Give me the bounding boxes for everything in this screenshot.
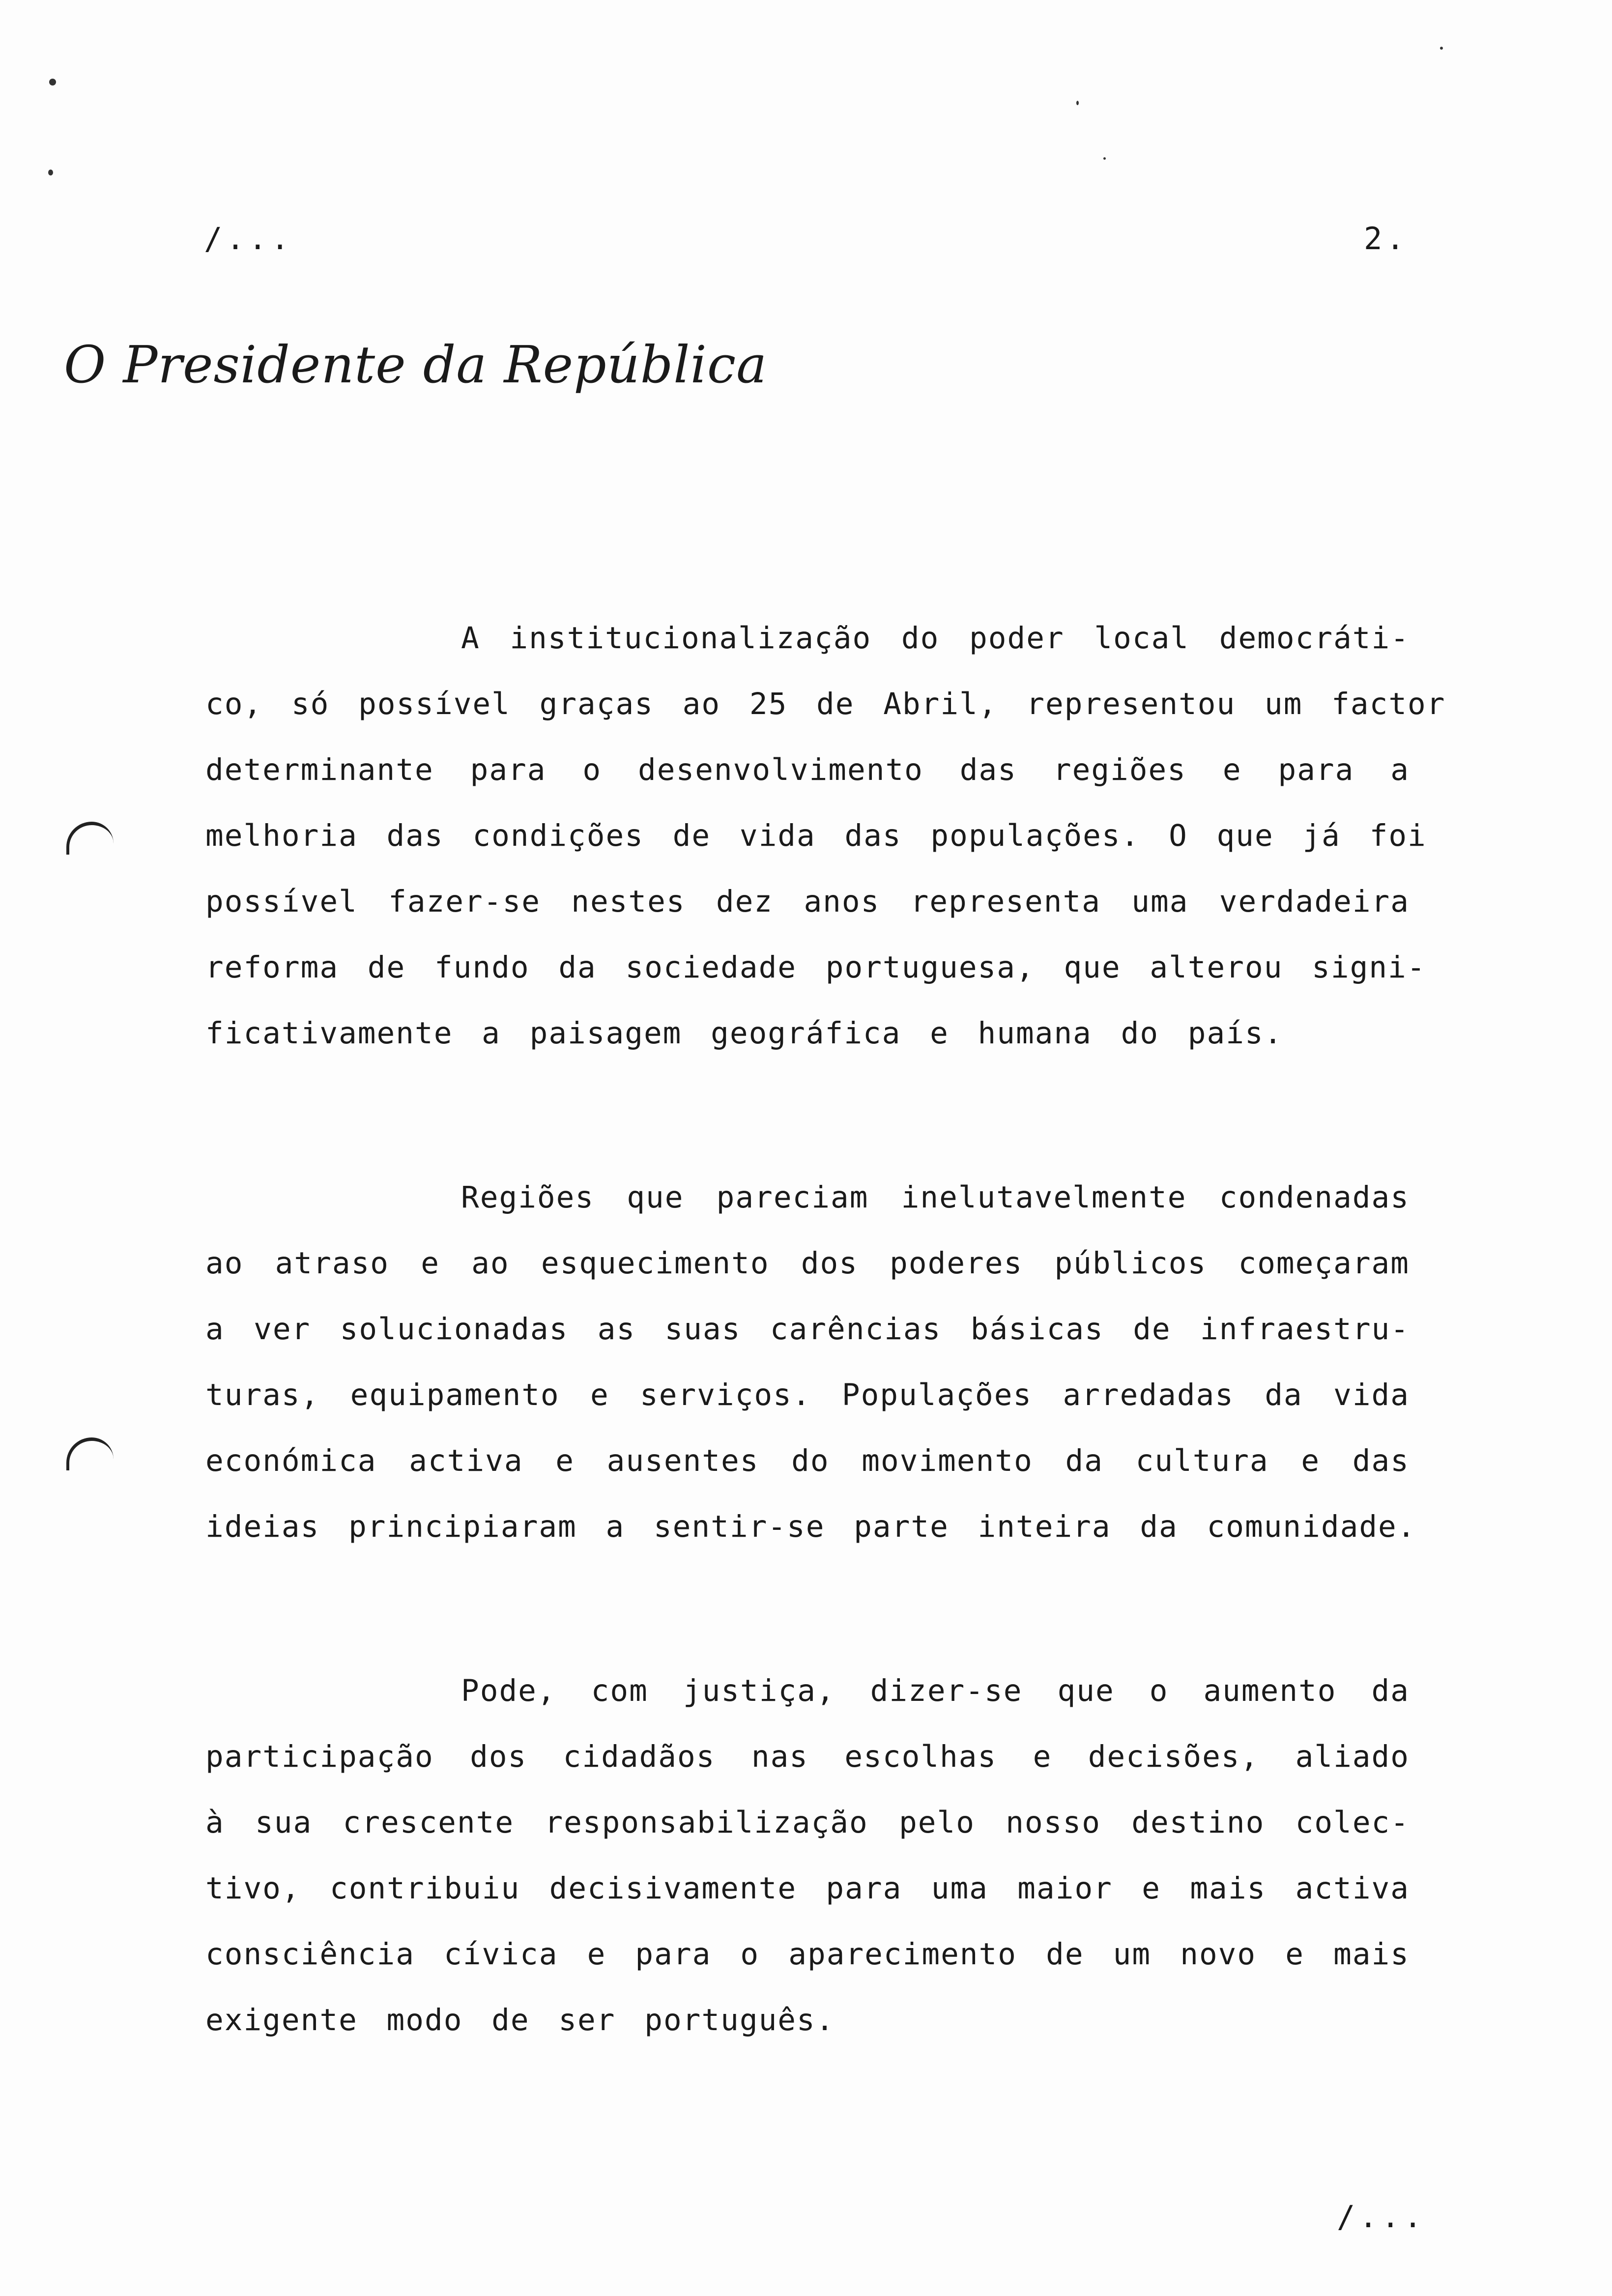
scan-speck <box>1440 47 1443 50</box>
text-line: a ver solucionadas as suas carências básicas de infraestru- <box>205 1312 1410 1347</box>
paragraph <box>205 605 1446 1066</box>
text-line: consciência cívica e para o aparecimento de um novo e mais <box>205 1937 1410 1972</box>
text-line: melhoria das condições de vida das populações. O que já foi <box>205 818 1427 853</box>
text-line: à sua crescente responsabilização pelo nosso destino colec- <box>205 1805 1410 1840</box>
body-text <box>205 605 1446 2152</box>
text-line: tivo, contribuiu decisivamente para uma maior e mais activa <box>205 1871 1410 1906</box>
scan-speck <box>1103 157 1106 160</box>
punch-hole-mark <box>66 822 114 855</box>
scan-speck <box>1076 101 1079 105</box>
text-line: exigente modo de ser português. <box>205 2003 835 2038</box>
text-line: ao atraso e ao esquecimento dos poderes públicos começaram <box>205 1246 1410 1281</box>
scan-speck <box>48 170 53 175</box>
scan-speck <box>49 79 56 86</box>
text-line: turas, equipamento e serviços. Populações arredadas da vida <box>205 1378 1410 1412</box>
text-line: participação dos cidadãos nas escolhas e decisões, aliado <box>205 1739 1410 1774</box>
text-line: ficativamente a paisagem geográfica e humana do país. <box>205 1016 1283 1051</box>
text-line: económica activa e ausentes do movimento da cultura e das <box>205 1443 1410 1478</box>
continuation-mark-top: /... <box>204 221 293 257</box>
paragraph <box>205 1658 1410 2053</box>
paragraph <box>205 1165 1416 1560</box>
letterhead: O Presidente da República <box>64 335 768 395</box>
text-line: A institucionalização do poder local democráti- <box>461 621 1410 656</box>
text-line: Pode, com justiça, dizer-se que o aumento da <box>461 1673 1410 1708</box>
text-line: co, só possível graças ao 25 de Abril, representou um factor <box>205 687 1446 721</box>
text-line: ideias principiaram a sentir-se parte inteira da comunidade. <box>205 1509 1416 1544</box>
continuation-mark-bottom: /... <box>1337 2199 1426 2235</box>
page-number: 2. <box>1364 221 1409 257</box>
text-line: reforma de fundo da sociedade portuguesa, que alterou signi- <box>205 950 1426 985</box>
punch-hole-mark <box>66 1437 114 1470</box>
text-line: Regiões que pareciam inelutavelmente condenadas <box>461 1180 1410 1215</box>
text-line: determinante para o desenvolvimento das regiões e para a <box>205 752 1410 787</box>
text-line: possível fazer-se nestes dez anos representa uma verdadeira <box>205 884 1410 919</box>
